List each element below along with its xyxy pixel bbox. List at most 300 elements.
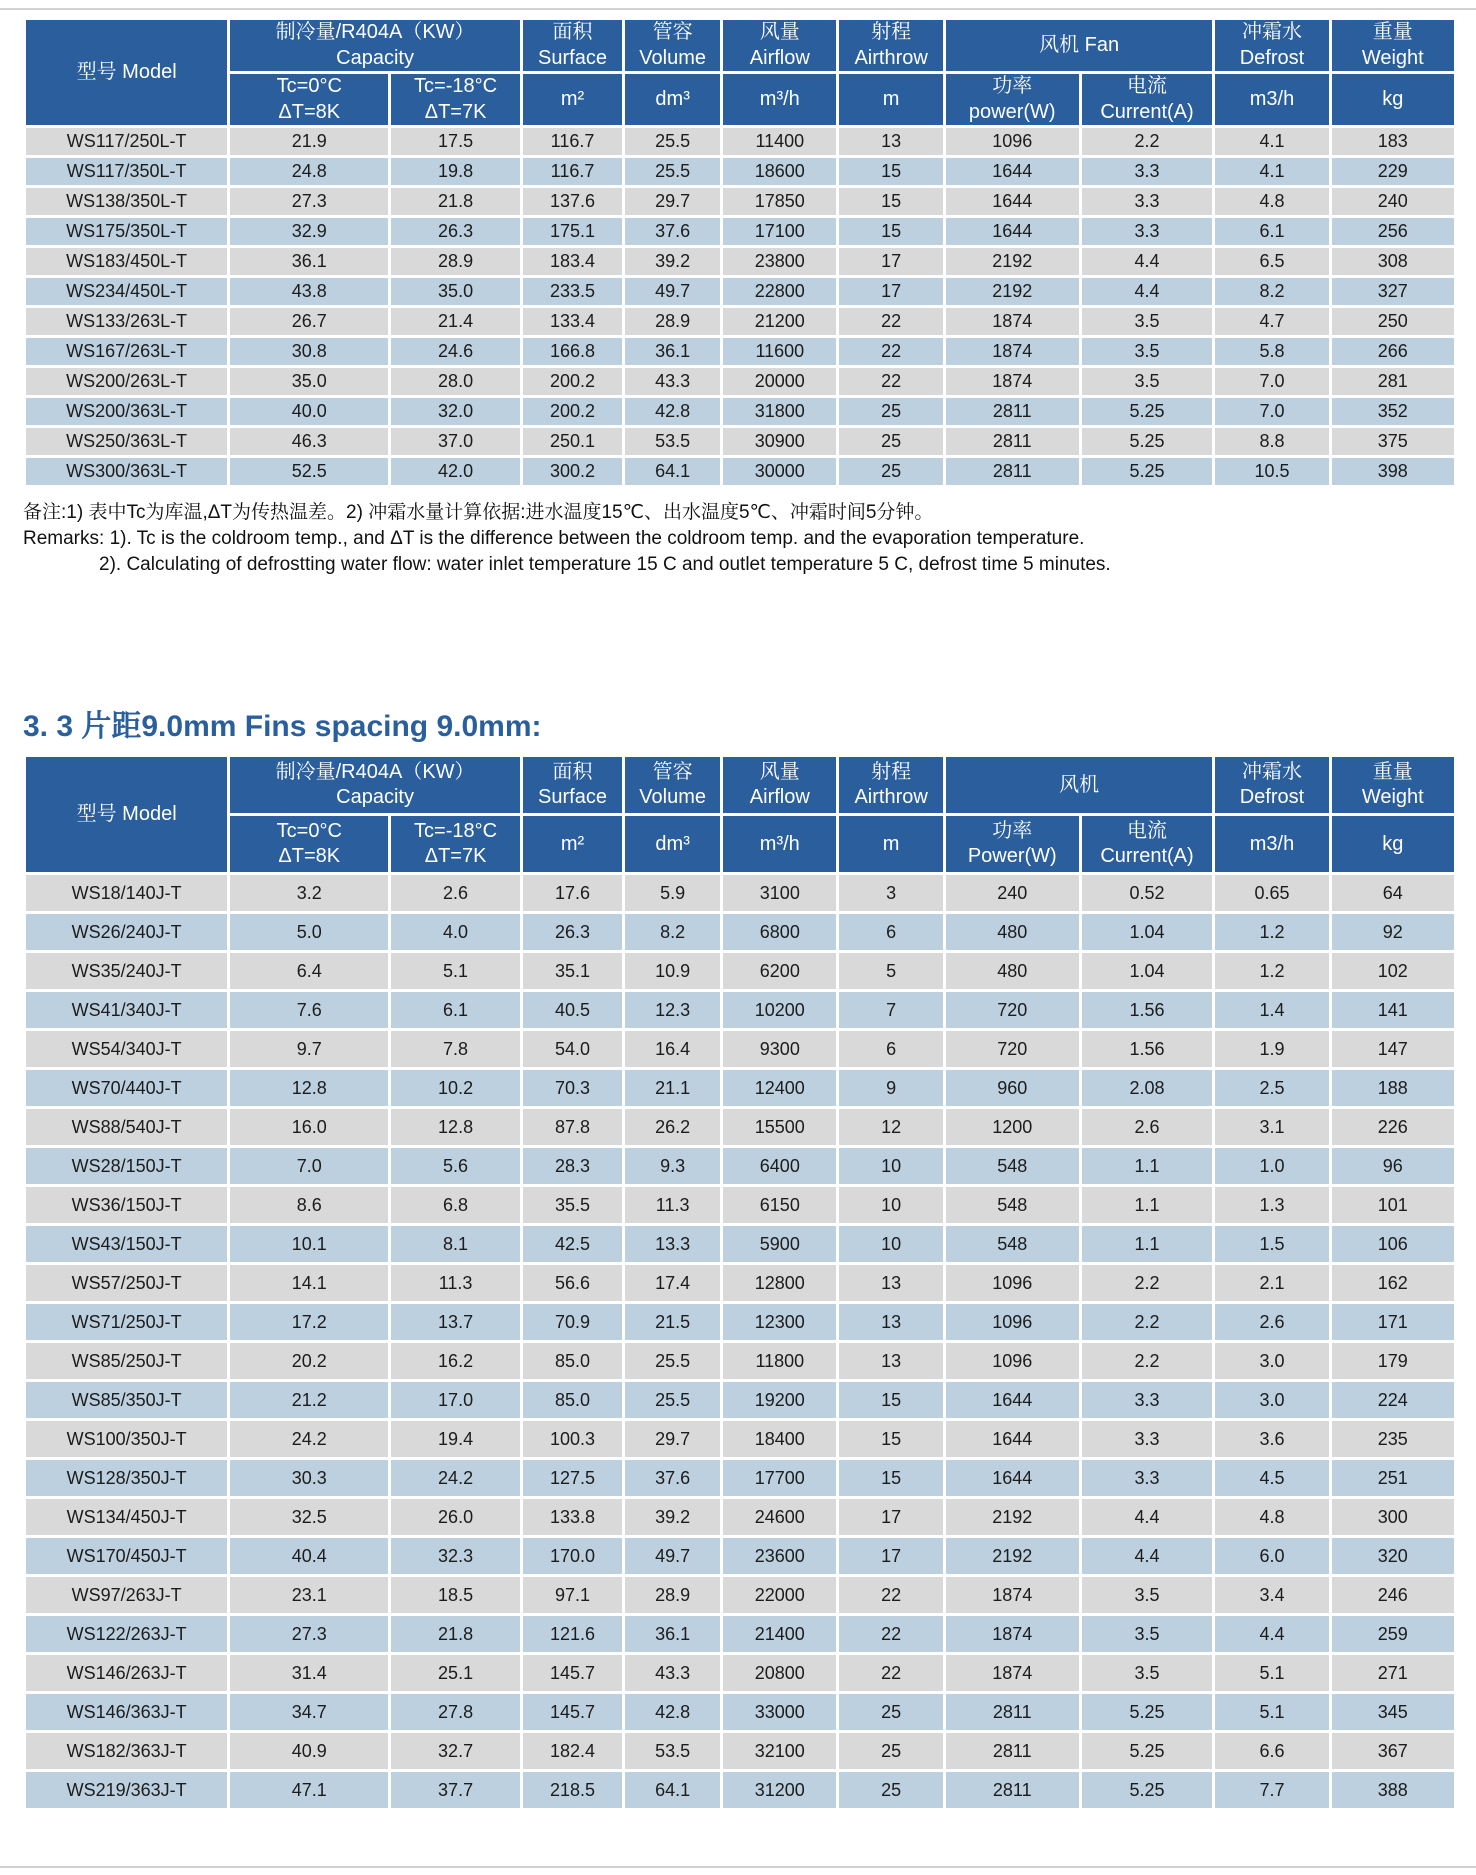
- table-row: [26, 428, 1454, 455]
- cell-capacity_tc0: 16.0: [230, 1109, 388, 1145]
- remark-line-en-2: 2). Calculating of defrostting water flow: water inlet temperature 15 C and outlet temperature 5 C, defrost time 5 minutes.: [99, 554, 1111, 576]
- col-power-header: [946, 74, 1079, 125]
- cell-airthrow: 25: [839, 1733, 942, 1769]
- cell-capacity_tc0: 27.3: [230, 188, 388, 215]
- defrost-header-cn: 冲霜水: [1241, 760, 1302, 783]
- col-weight-unit: [1332, 74, 1454, 125]
- defrost-unit-label: m3/h: [1249, 87, 1295, 110]
- cell-volume: 26.2: [625, 1109, 720, 1145]
- cell-defrost: 1.2: [1215, 914, 1328, 950]
- col-airthrow-header: [839, 20, 942, 71]
- cell-model: WS146/263J-T: [26, 1655, 227, 1691]
- col-fan-header: [946, 757, 1213, 813]
- cell-weight: 101: [1332, 1187, 1454, 1223]
- cell-fan_power: 2192: [946, 1538, 1079, 1574]
- fan-header-label: 风机 Fan: [1039, 33, 1120, 56]
- table-row: [26, 914, 1454, 950]
- cell-airthrow: 25: [839, 428, 942, 455]
- cell-airflow: 12400: [723, 1070, 836, 1106]
- cell-capacity_tc0: 31.4: [230, 1655, 388, 1691]
- cell-capacity_tc18: 28.9: [391, 248, 520, 275]
- cell-model: WS117/350L-T: [26, 158, 227, 185]
- surface-header-cn: 面积: [552, 760, 593, 783]
- cell-fan_current: 3.5: [1082, 338, 1213, 365]
- cell-defrost: 7.0: [1215, 368, 1328, 395]
- cell-airflow: 15500: [723, 1109, 836, 1145]
- cell-fan_power: 548: [946, 1226, 1079, 1262]
- cell-fan_current: 1.1: [1082, 1187, 1213, 1223]
- cell-surface: 56.6: [523, 1265, 622, 1301]
- cell-model: WS170/450J-T: [26, 1538, 227, 1574]
- cell-airthrow: 5: [839, 953, 942, 989]
- cell-fan_current: 2.6: [1082, 1109, 1213, 1145]
- cell-capacity_tc0: 30.8: [230, 338, 388, 365]
- cell-capacity_tc18: 19.4: [391, 1421, 520, 1457]
- cell-weight: 171: [1332, 1304, 1454, 1340]
- cell-defrost: 7.7: [1215, 1772, 1328, 1808]
- cell-weight: 246: [1332, 1577, 1454, 1613]
- cell-airflow: 20000: [723, 368, 836, 395]
- cell-fan_power: 1644: [946, 218, 1079, 245]
- col-weight-header: [1332, 20, 1454, 71]
- cell-weight: 320: [1332, 1538, 1454, 1574]
- cell-capacity_tc18: 25.1: [391, 1655, 520, 1691]
- cell-capacity_tc18: 28.0: [391, 368, 520, 395]
- table-row: [26, 1187, 1454, 1223]
- cell-weight: 183: [1332, 128, 1454, 155]
- cell-airthrow: 22: [839, 1616, 942, 1652]
- cell-weight: 375: [1332, 428, 1454, 455]
- surface-header-cn: 面积: [552, 21, 593, 43]
- cell-airthrow: 13: [839, 1265, 942, 1301]
- cell-model: WS117/250L-T: [26, 128, 227, 155]
- cell-airthrow: 17: [839, 1499, 942, 1535]
- table-row: [26, 308, 1454, 335]
- cell-defrost: 4.1: [1215, 128, 1328, 155]
- table-row: [26, 1382, 1454, 1418]
- cell-airflow: 30900: [723, 428, 836, 455]
- cell-fan_power: 1644: [946, 158, 1079, 185]
- table-row: [26, 278, 1454, 305]
- cell-capacity_tc18: 26.0: [391, 1499, 520, 1535]
- cell-airflow: 31200: [723, 1772, 836, 1808]
- cell-defrost: 1.4: [1215, 992, 1328, 1028]
- cell-volume: 29.7: [625, 188, 720, 215]
- cell-capacity_tc18: 32.0: [391, 398, 520, 425]
- cell-airflow: 21200: [723, 308, 836, 335]
- cell-volume: 39.2: [625, 1499, 720, 1535]
- cell-defrost: 2.6: [1215, 1304, 1328, 1340]
- power-header-en: power(W): [968, 100, 1056, 123]
- col-weight-unit: [1332, 816, 1454, 872]
- cell-weight: 250: [1332, 308, 1454, 335]
- col-airflow-header: [723, 20, 836, 71]
- cell-surface: 145.7: [523, 1655, 622, 1691]
- cell-capacity_tc0: 52.5: [230, 458, 388, 485]
- cell-surface: 28.3: [523, 1148, 622, 1184]
- cell-weight: 327: [1332, 278, 1454, 305]
- airflow-header-en: Airflow: [749, 46, 810, 69]
- cell-weight: 388: [1332, 1772, 1454, 1808]
- weight-header-en: Weight: [1361, 786, 1424, 809]
- cell-airthrow: 15: [839, 1382, 942, 1418]
- cell-capacity_tc0: 5.0: [230, 914, 388, 950]
- cell-surface: 70.9: [523, 1304, 622, 1340]
- cell-weight: 188: [1332, 1070, 1454, 1106]
- surface-header-en: Surface: [538, 786, 607, 809]
- cell-volume: 53.5: [625, 428, 720, 455]
- cell-model: WS122/263J-T: [26, 1616, 227, 1652]
- cell-airthrow: 6: [839, 1031, 942, 1067]
- col-surface-header: [523, 757, 622, 813]
- cell-capacity_tc18: 37.7: [391, 1772, 520, 1808]
- cell-fan_power: 2811: [946, 398, 1079, 425]
- cell-capacity_tc18: 4.0: [391, 914, 520, 950]
- model-header-label: 型号 Model: [76, 803, 177, 826]
- cell-fan_power: 1096: [946, 1304, 1079, 1340]
- airthrow-unit-label: m: [882, 87, 900, 110]
- table-row: [26, 1070, 1454, 1106]
- cell-fan_current: 1.56: [1082, 1031, 1213, 1067]
- table-row: [26, 953, 1454, 989]
- airthrow-unit-label: m: [882, 832, 900, 855]
- cell-surface: 17.6: [523, 875, 622, 911]
- cell-capacity_tc0: 40.4: [230, 1538, 388, 1574]
- cell-fan_power: 1874: [946, 1655, 1079, 1691]
- cell-volume: 53.5: [625, 1733, 720, 1769]
- cell-airflow: 12800: [723, 1265, 836, 1301]
- cell-defrost: 3.1: [1215, 1109, 1328, 1145]
- cell-surface: 218.5: [523, 1772, 622, 1808]
- cell-weight: 345: [1332, 1694, 1454, 1730]
- cell-airflow: 22800: [723, 278, 836, 305]
- defrost-header-en: Defrost: [1239, 786, 1305, 809]
- cell-fan_current: 2.08: [1082, 1070, 1213, 1106]
- cell-capacity_tc0: 26.7: [230, 308, 388, 335]
- cell-weight: 224: [1332, 1382, 1454, 1418]
- cell-capacity_tc18: 32.7: [391, 1733, 520, 1769]
- tc18-header-line1: Tc=-18°C: [414, 819, 498, 842]
- cell-weight: 266: [1332, 338, 1454, 365]
- cell-surface: 200.2: [523, 368, 622, 395]
- cell-surface: 70.3: [523, 1070, 622, 1106]
- airthrow-header-cn: 射程: [871, 21, 912, 43]
- cell-airflow: 6150: [723, 1187, 836, 1223]
- cell-capacity_tc18: 2.6: [391, 875, 520, 911]
- cell-weight: 256: [1332, 218, 1454, 245]
- cell-model: WS35/240J-T: [26, 953, 227, 989]
- cell-airflow: 10200: [723, 992, 836, 1028]
- remark-line-en-1: Remarks: 1). Tc is the coldroom temp., and ΔT is the difference between the coldroom temp. and the evaporation temperature.: [23, 528, 1085, 550]
- cell-fan_power: 1874: [946, 1616, 1079, 1652]
- cell-capacity_tc0: 12.8: [230, 1070, 388, 1106]
- weight-header-cn: 重量: [1372, 21, 1413, 43]
- cell-fan_current: 3.5: [1082, 1655, 1213, 1691]
- table-row: [26, 1421, 1454, 1457]
- cell-defrost: 1.5: [1215, 1226, 1328, 1262]
- defrost-header-en: Defrost: [1239, 46, 1305, 69]
- cell-model: WS182/363J-T: [26, 1733, 227, 1769]
- cell-capacity_tc0: 21.9: [230, 128, 388, 155]
- cell-defrost: 3.0: [1215, 1343, 1328, 1379]
- cell-model: WS43/150J-T: [26, 1226, 227, 1262]
- cell-model: WS133/263L-T: [26, 308, 227, 335]
- cell-capacity_tc18: 17.0: [391, 1382, 520, 1418]
- cell-weight: 96: [1332, 1148, 1454, 1184]
- airthrow-header-cn: 射程: [871, 760, 912, 783]
- cell-defrost: 5.1: [1215, 1694, 1328, 1730]
- cell-defrost: 4.5: [1215, 1460, 1328, 1496]
- col-fan-header: [946, 20, 1213, 71]
- remarks-block: [23, 500, 1457, 578]
- cell-fan_power: 1096: [946, 1265, 1079, 1301]
- col-model-header: [26, 20, 227, 125]
- cell-airthrow: 7: [839, 992, 942, 1028]
- cell-surface: 116.7: [523, 158, 622, 185]
- table-row: [26, 368, 1454, 395]
- cell-defrost: 1.2: [1215, 953, 1328, 989]
- table-row: [26, 338, 1454, 365]
- table-row: [26, 248, 1454, 275]
- cell-fan_current: 4.4: [1082, 248, 1213, 275]
- cell-airflow: 5900: [723, 1226, 836, 1262]
- cell-fan_current: 3.3: [1082, 1421, 1213, 1457]
- page-top-divider: [0, 8, 1476, 10]
- cell-airflow: 3100: [723, 875, 836, 911]
- cell-surface: 42.5: [523, 1226, 622, 1262]
- capacity-header-en: Capacity: [336, 786, 414, 809]
- cell-capacity_tc18: 12.8: [391, 1109, 520, 1145]
- col-defrost-unit: [1215, 74, 1328, 125]
- cell-fan_power: 1096: [946, 1343, 1079, 1379]
- weight-header-en: Weight: [1361, 46, 1424, 69]
- cell-airthrow: 12: [839, 1109, 942, 1145]
- cell-surface: 137.6: [523, 188, 622, 215]
- col-capacity-header: [230, 757, 520, 813]
- cell-airthrow: 25: [839, 1772, 942, 1808]
- section-heading-fins-9mm: 3. 3 片距9.0mm Fins spacing 9.0mm:: [23, 710, 542, 744]
- cell-model: WS41/340J-T: [26, 992, 227, 1028]
- table-row: [26, 128, 1454, 155]
- cell-fan_current: 5.25: [1082, 398, 1213, 425]
- capacity-header-en: Capacity: [336, 46, 414, 69]
- col-airthrow-unit: [839, 74, 942, 125]
- surface-unit-label: m²: [560, 832, 585, 855]
- cell-airflow: 11800: [723, 1343, 836, 1379]
- cell-defrost: 5.1: [1215, 1655, 1328, 1691]
- col-surface-unit: [523, 816, 622, 872]
- cell-airflow: 18400: [723, 1421, 836, 1457]
- cell-capacity_tc18: 24.6: [391, 338, 520, 365]
- defrost-header-cn: 冲霜水: [1241, 21, 1302, 43]
- table-body: [26, 128, 1454, 485]
- cell-fan_current: 3.3: [1082, 1382, 1213, 1418]
- cell-volume: 28.9: [625, 308, 720, 335]
- table-row: [26, 1577, 1454, 1613]
- remark-line-cn: 备注:1) 表中Tc为库温,ΔT为传热温差。2) 冲霜水量计算依据:进水温度15℃、出水温度5℃、冲霜时间5分钟。: [23, 502, 934, 524]
- cell-volume: 37.6: [625, 1460, 720, 1496]
- tc0-header-line1: Tc=0°C: [276, 819, 342, 842]
- cell-weight: 281: [1332, 368, 1454, 395]
- cell-airflow: 6200: [723, 953, 836, 989]
- cell-fan_current: 4.4: [1082, 1499, 1213, 1535]
- cell-capacity_tc0: 7.0: [230, 1148, 388, 1184]
- cell-surface: 35.1: [523, 953, 622, 989]
- cell-volume: 49.7: [625, 278, 720, 305]
- power-header-en: Power(W): [967, 845, 1057, 868]
- cell-surface: 170.0: [523, 1538, 622, 1574]
- cell-volume: 49.7: [625, 1538, 720, 1574]
- cell-capacity_tc18: 18.5: [391, 1577, 520, 1613]
- col-volume-header: [625, 757, 720, 813]
- cell-airflow: 12300: [723, 1304, 836, 1340]
- cell-volume: 25.5: [625, 1343, 720, 1379]
- cell-model: WS128/350J-T: [26, 1460, 227, 1496]
- cell-volume: 21.1: [625, 1070, 720, 1106]
- cell-capacity_tc18: 35.0: [391, 278, 520, 305]
- volume-unit-label: dm³: [655, 832, 690, 855]
- cell-fan_power: 548: [946, 1148, 1079, 1184]
- cell-weight: 229: [1332, 158, 1454, 185]
- cell-weight: 102: [1332, 953, 1454, 989]
- cell-fan_power: 960: [946, 1070, 1079, 1106]
- cell-surface: 40.5: [523, 992, 622, 1028]
- table-row: [26, 158, 1454, 185]
- cell-fan_current: 5.25: [1082, 1772, 1213, 1808]
- cell-capacity_tc0: 3.2: [230, 875, 388, 911]
- cell-airflow: 6400: [723, 1148, 836, 1184]
- cell-fan_power: 2192: [946, 278, 1079, 305]
- cell-capacity_tc18: 8.1: [391, 1226, 520, 1262]
- cell-defrost: 8.2: [1215, 278, 1328, 305]
- cell-capacity_tc0: 36.1: [230, 248, 388, 275]
- cell-defrost: 6.5: [1215, 248, 1328, 275]
- airflow-unit-label: m³/h: [759, 832, 800, 855]
- cell-fan_power: 1874: [946, 368, 1079, 395]
- cell-defrost: 6.0: [1215, 1538, 1328, 1574]
- cell-fan_current: 5.25: [1082, 428, 1213, 455]
- cell-fan_current: 3.5: [1082, 368, 1213, 395]
- cell-model: WS234/450L-T: [26, 278, 227, 305]
- cell-capacity_tc18: 24.2: [391, 1460, 520, 1496]
- cell-capacity_tc18: 21.4: [391, 308, 520, 335]
- cell-surface: 175.1: [523, 218, 622, 245]
- cell-capacity_tc0: 40.0: [230, 398, 388, 425]
- cell-capacity_tc0: 20.2: [230, 1343, 388, 1379]
- spec-table-jt-models: [23, 754, 1457, 1811]
- cell-fan_power: 1644: [946, 1421, 1079, 1457]
- cell-weight: 308: [1332, 248, 1454, 275]
- cell-fan_power: 2811: [946, 1772, 1079, 1808]
- cell-airflow: 32100: [723, 1733, 836, 1769]
- cell-weight: 398: [1332, 458, 1454, 485]
- cell-surface: 121.6: [523, 1616, 622, 1652]
- cell-airflow: 11600: [723, 338, 836, 365]
- cell-surface: 127.5: [523, 1460, 622, 1496]
- table-row: [26, 1031, 1454, 1067]
- cell-airthrow: 17: [839, 278, 942, 305]
- cell-surface: 300.2: [523, 458, 622, 485]
- tc18-header-line1: Tc=-18°C: [414, 75, 498, 98]
- surface-header-en: Surface: [538, 46, 607, 69]
- table-row: [26, 1304, 1454, 1340]
- weight-unit-label: kg: [1382, 87, 1404, 110]
- col-defrost-header: [1215, 20, 1328, 71]
- cell-capacity_tc0: 32.9: [230, 218, 388, 245]
- cell-fan_power: 2192: [946, 1499, 1079, 1535]
- cell-surface: 183.4: [523, 248, 622, 275]
- cell-model: WS175/350L-T: [26, 218, 227, 245]
- cell-airthrow: 15: [839, 158, 942, 185]
- cell-fan_current: 2.2: [1082, 1304, 1213, 1340]
- cell-fan_power: 1644: [946, 1460, 1079, 1496]
- cell-volume: 12.3: [625, 992, 720, 1028]
- cell-fan_power: 1874: [946, 308, 1079, 335]
- cell-fan_power: 1200: [946, 1109, 1079, 1145]
- cell-model: WS57/250J-T: [26, 1265, 227, 1301]
- cell-fan_power: 1874: [946, 338, 1079, 365]
- cell-volume: 39.2: [625, 248, 720, 275]
- cell-fan_current: 3.3: [1082, 188, 1213, 215]
- cell-airflow: 33000: [723, 1694, 836, 1730]
- defrost-unit-label: m3/h: [1249, 832, 1295, 855]
- cell-model: WS167/263L-T: [26, 338, 227, 365]
- table-row: [26, 1772, 1454, 1808]
- cell-surface: 145.7: [523, 1694, 622, 1730]
- cell-volume: 42.8: [625, 398, 720, 425]
- cell-capacity_tc0: 7.6: [230, 992, 388, 1028]
- cell-defrost: 3.4: [1215, 1577, 1328, 1613]
- cell-capacity_tc18: 32.3: [391, 1538, 520, 1574]
- cell-defrost: 4.4: [1215, 1616, 1328, 1652]
- cell-capacity_tc0: 6.4: [230, 953, 388, 989]
- col-airthrow-header: [839, 757, 942, 813]
- cell-fan_current: 3.5: [1082, 308, 1213, 335]
- table-row: [26, 1109, 1454, 1145]
- cell-surface: 97.1: [523, 1577, 622, 1613]
- cell-fan_power: 480: [946, 914, 1079, 950]
- col-airflow-unit: [723, 74, 836, 125]
- cell-fan_current: 5.25: [1082, 1733, 1213, 1769]
- table-row: [26, 1538, 1454, 1574]
- table-row: [26, 1616, 1454, 1652]
- cell-defrost: 2.5: [1215, 1070, 1328, 1106]
- cell-capacity_tc18: 19.8: [391, 158, 520, 185]
- cell-fan_current: 1.1: [1082, 1226, 1213, 1262]
- cell-airflow: 17850: [723, 188, 836, 215]
- col-tc18-header: [391, 74, 520, 125]
- cell-model: WS138/350L-T: [26, 188, 227, 215]
- volume-header-en: Volume: [639, 46, 707, 69]
- cell-weight: 259: [1332, 1616, 1454, 1652]
- cell-weight: 226: [1332, 1109, 1454, 1145]
- table-row: [26, 188, 1454, 215]
- cell-model: WS26/240J-T: [26, 914, 227, 950]
- cell-airthrow: 13: [839, 128, 942, 155]
- table-row: [26, 1694, 1454, 1730]
- current-header-en: Current(A): [1100, 100, 1194, 123]
- cell-surface: 200.2: [523, 398, 622, 425]
- cell-weight: 179: [1332, 1343, 1454, 1379]
- cell-fan_current: 2.2: [1082, 1343, 1213, 1379]
- cell-surface: 116.7: [523, 128, 622, 155]
- cell-airthrow: 17: [839, 1538, 942, 1574]
- model-header-label: 型号 Model: [76, 60, 177, 83]
- cell-airthrow: 25: [839, 458, 942, 485]
- cell-surface: 133.4: [523, 308, 622, 335]
- cell-surface: 26.3: [523, 914, 622, 950]
- col-tc0-header: [230, 74, 388, 125]
